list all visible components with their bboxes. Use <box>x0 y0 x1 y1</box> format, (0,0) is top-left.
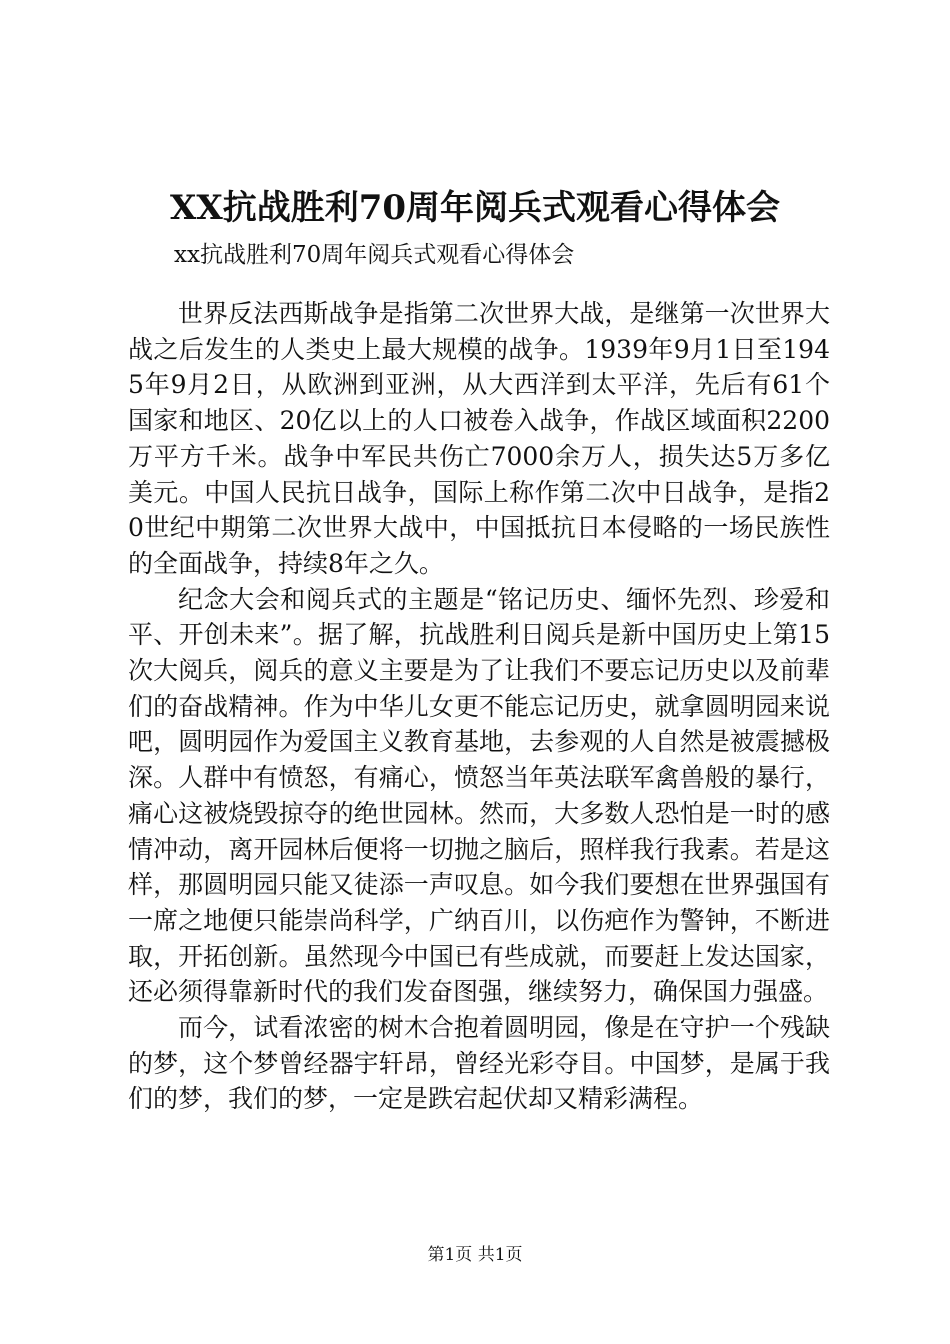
paragraph-3: 而今，试看浓密的树木合抱着圆明园，像是在守护一个残缺的梦，这个梦曾经器宇轩昂，曾经光彩夺目。中国梦，是属于我们的梦，我们的梦，一定是跌宕起伏却又精彩满程。 <box>128 1013 830 1114</box>
page-number-footer: 第1页 共1页 <box>427 1245 523 1265</box>
paragraph-1: 世界反法西斯战争是指第二次世界大战，是继第一次世界大战之后发生的人类史上最大规模的战争。1939年9月1日至1945年9月2日，从欧洲到亚洲，从大西洋到太平洋，先后有61个国家和地区、20亿以上的人口被卷入战争，作战区域面积2200万平方千米。战争中军民共伤亡7000余万人，损失达5万多亿美元。中国人民抗日战争，国际上称作第二次中日战争，是指20世纪中期第二次世界大战中，中国抵抗日本侵略的一场民族性的全面战争，持续8年之久。 <box>128 299 830 578</box>
document-body <box>128 296 830 1117</box>
paragraph-2: 纪念大会和阅兵式的主题是“铭记历史、缅怀先烈、珍爱和平、开创未来”。据了解，抗战胜利日阅兵是新中国历史上第15次大阅兵，阅兵的意义主要是为了让我们不要忘记历史以及前辈们的奋战精神。作为中华儿女更不能忘记历史，就拿圆明园来说吧，圆明园作为爱国主义教育基地，去参观的人自然是被震撼极深。人群中有愤怒，有痛心，愤怒当年英法联军禽兽般的暴行，痛心这被烧毁掠夺的绝世园林。然而，大多数人恐怕是一时的感情冲动，离开园林后便将一切抛之脑后，照样我行我素。若是这样，那圆明园只能又徒添一声叹息。如今我们要想在世界强国有一席之地便只能崇尚科学，广纳百川，以伤疤作为警钟，不断进取，开拓创新。虽然现今中国已有些成就，而要赶上发达国家，还必须得靠新时代的我们发奋图强，继续努力，确保国力强盛。 <box>128 584 830 1007</box>
document-title: XX抗战胜利70周年阅兵式观看心得体会 <box>169 188 781 228</box>
document-subtitle: xx抗战胜利70周年阅兵式观看心得体会 <box>174 242 575 268</box>
